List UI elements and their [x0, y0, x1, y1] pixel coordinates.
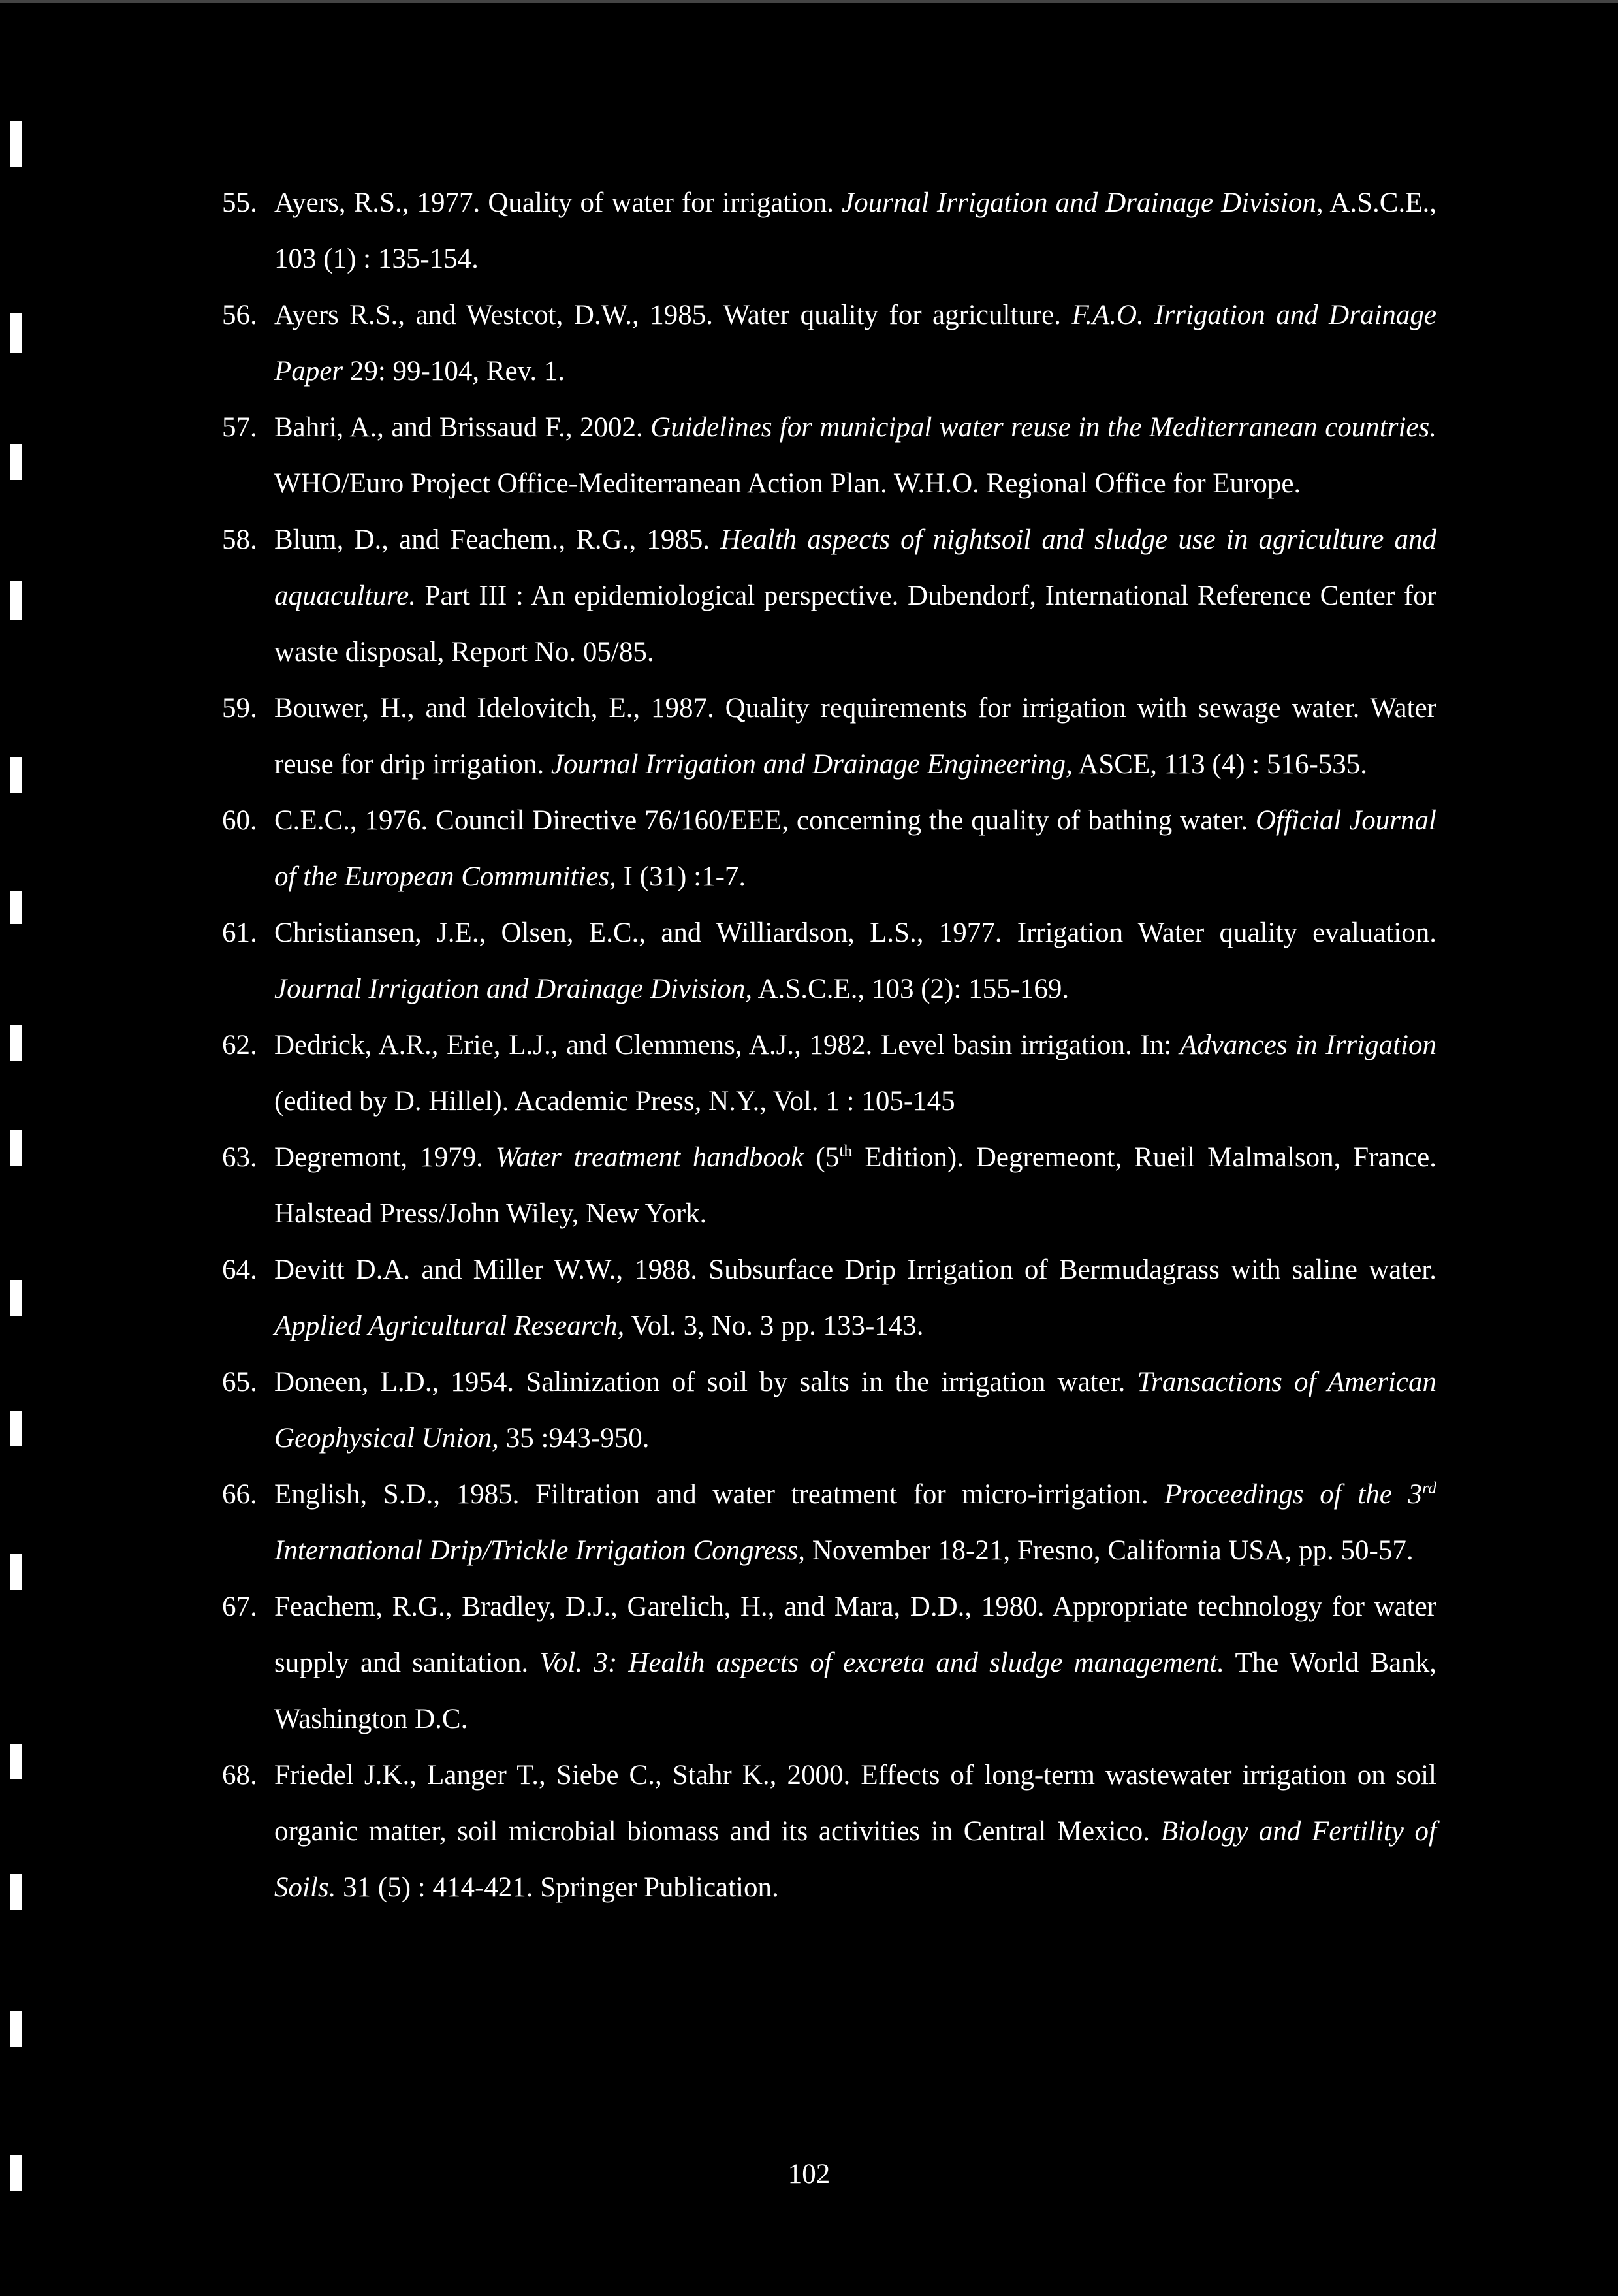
reference-text: I (31) :1-7.	[616, 861, 746, 892]
reference-text: The World Bank, Washington D.C.	[274, 1648, 1436, 1734]
reference-number: 55.	[222, 187, 257, 218]
reference-text: English, S.D., 1985. Filtration and water treatment for micro-irrigation.	[274, 1479, 1165, 1510]
reference-text: WHO/Euro Project Office-Mediterranean Action Plan. W.H.O. Regional Office for Europe.	[274, 468, 1301, 499]
reference-item	[222, 680, 1436, 793]
reference-text: Ayers R.S., and Westcot, D.W., 1985. Water quality for agriculture.	[274, 300, 1072, 330]
reference-text: A.S.C.E., 103 (2): 155-169.	[752, 974, 1070, 1004]
reference-number: 68.	[222, 1760, 257, 1791]
reference-text: ASCE, 113 (4) : 516-535.	[1072, 749, 1368, 780]
reference-italic-text: Biology and Fertility of Soils.	[274, 1816, 1436, 1903]
reference-number: 63.	[222, 1142, 257, 1173]
reference-italic-text: Water treatment handbook	[495, 1142, 804, 1173]
reference-text: 29: 99-104, Rev. 1.	[343, 356, 565, 387]
reference-text: Devitt D.A. and Miller W.W., 1988. Subsurface Drip Irrigation of Bermudagrass with saline water.	[274, 1254, 1436, 1285]
reference-number: 56.	[222, 300, 257, 330]
reference-text: Degremont, 1979.	[274, 1142, 496, 1173]
reference-number: 62.	[222, 1030, 257, 1060]
reference-text: 31 (5) : 414-421. Springer Publication.	[336, 1872, 779, 1903]
reference-italic-text: Official Journal of the European Communities,	[274, 805, 1436, 892]
reference-item	[222, 1467, 1436, 1579]
reference-italic-text: Advances in Irrigation	[1179, 1030, 1436, 1060]
reference-italic-text: Guidelines for municipal water reuse in the Mediterranean countries.	[650, 412, 1436, 443]
reference-item	[222, 905, 1436, 1017]
reference-italic-text: Transactions of American Geophysical Union,	[274, 1367, 1436, 1454]
reference-text: C.E.C., 1976. Council Directive 76/160/EEE, concerning the quality of bathing water.	[274, 805, 1256, 836]
reference-text: Feachem, R.G., Bradley, D.J., Garelich, H., and Mara, D.D., 1980. Appropriate technology for water supply and sanitation.	[274, 1591, 1436, 1678]
reference-italic-text: Journal Irrigation and Drainage Division,	[842, 187, 1324, 218]
reference-item	[222, 287, 1436, 400]
reference-item	[222, 1579, 1436, 1747]
reference-italic-text: Applied Agricultural Research,	[274, 1311, 625, 1341]
reference-text: Friedel J.K., Langer T., Siebe C., Stahr K., 2000. Effects of long-term wastewater irrigation on soil organic matter, soil microbial biomass and its activities in Central Mexico.	[274, 1760, 1436, 1847]
reference-number: 65.	[222, 1367, 257, 1397]
reference-text: (5	[803, 1142, 840, 1173]
reference-text: 35 :943-950.	[498, 1423, 650, 1454]
reference-item	[222, 793, 1436, 905]
reference-text: Dedrick, A.R., Erie, L.J., and Clemmens, A.J., 1982. Level basin irrigation. In:	[274, 1030, 1180, 1060]
reference-item	[222, 1017, 1436, 1130]
reference-text: A.S.C.E., 103 (1) : 135-154.	[274, 187, 1436, 274]
reference-item	[222, 1130, 1436, 1242]
reference-italic-text: Journal Irrigation and Drainage Engineering,	[550, 749, 1073, 780]
reference-text: th	[839, 1141, 853, 1160]
reference-superscript: rd	[1422, 1478, 1436, 1497]
reference-text: Edition). Degremeont, Rueil Malmalson, France. Halstead Press/John Wiley, New York.	[274, 1142, 1436, 1229]
reference-text: Part III : An epidemiological perspective. Dubendorf, International Reference Center for waste disposal, Report No. 05/85.	[274, 581, 1436, 667]
reference-item	[222, 512, 1436, 680]
reference-text: November 18-21, Fresno, California USA, pp. 50-57.	[805, 1535, 1414, 1566]
reference-number: 57.	[222, 412, 257, 443]
reference-list	[222, 175, 1436, 1916]
reference-number: 67.	[222, 1591, 257, 1622]
reference-italic-text: Health aspects of nightsoil and sludge use in agriculture and aquaculture.	[274, 524, 1436, 611]
reference-number: 59.	[222, 693, 257, 724]
reference-text: Doneen, L.D., 1954. Salinization of soil by salts in the irrigation water.	[274, 1367, 1137, 1397]
reference-text: Bouwer, H., and Idelovitch, E., 1987. Quality requirements for irrigation with sewage water. Water reuse for drip irrigation.	[274, 693, 1436, 780]
reference-italic-text: Proceedings of the 3	[1164, 1479, 1423, 1510]
scan-top-edge	[0, 0, 1618, 3]
reference-italic-text: International Drip/Trickle Irrigation Congress,	[274, 1535, 806, 1566]
reference-italic-text: Journal Irrigation and Drainage Division,	[274, 974, 753, 1004]
reference-italic-text: Vol. 3: Health aspects of excreta and sludge management.	[539, 1648, 1225, 1678]
reference-number: 58.	[222, 524, 257, 555]
reference-number: 64.	[222, 1254, 257, 1285]
reference-number: 66.	[222, 1479, 257, 1510]
reference-italic-text	[1422, 1478, 1436, 1497]
reference-text: Blum, D., and Feachem., R.G., 1985.	[274, 524, 721, 555]
reference-text: Ayers, R.S., 1977. Quality of water for irrigation.	[274, 187, 842, 218]
reference-italic-text: F.A.O. Irrigation and Drainage Paper	[274, 300, 1436, 387]
reference-item	[222, 1242, 1436, 1354]
reference-number: 61.	[222, 917, 257, 948]
reference-number: 60.	[222, 805, 257, 836]
reference-text: Bahri, A., and Brissaud F., 2002.	[274, 412, 651, 443]
reference-text: (edited by D. Hillel). Academic Press, N.Y., Vol. 1 : 105-145	[274, 1086, 955, 1117]
reference-item	[222, 1747, 1436, 1916]
scan-binding-marks	[10, 98, 25, 2272]
reference-item	[222, 1354, 1436, 1467]
reference-text: Christiansen, J.E., Olsen, E.C., and Williardson, L.S., 1977. Irrigation Water quality evaluation.	[274, 917, 1436, 948]
reference-item	[222, 400, 1436, 512]
page-number: 102	[787, 2159, 831, 2190]
reference-item	[222, 175, 1436, 287]
reference-text: Vol. 3, No. 3 pp. 133-143.	[624, 1311, 924, 1341]
